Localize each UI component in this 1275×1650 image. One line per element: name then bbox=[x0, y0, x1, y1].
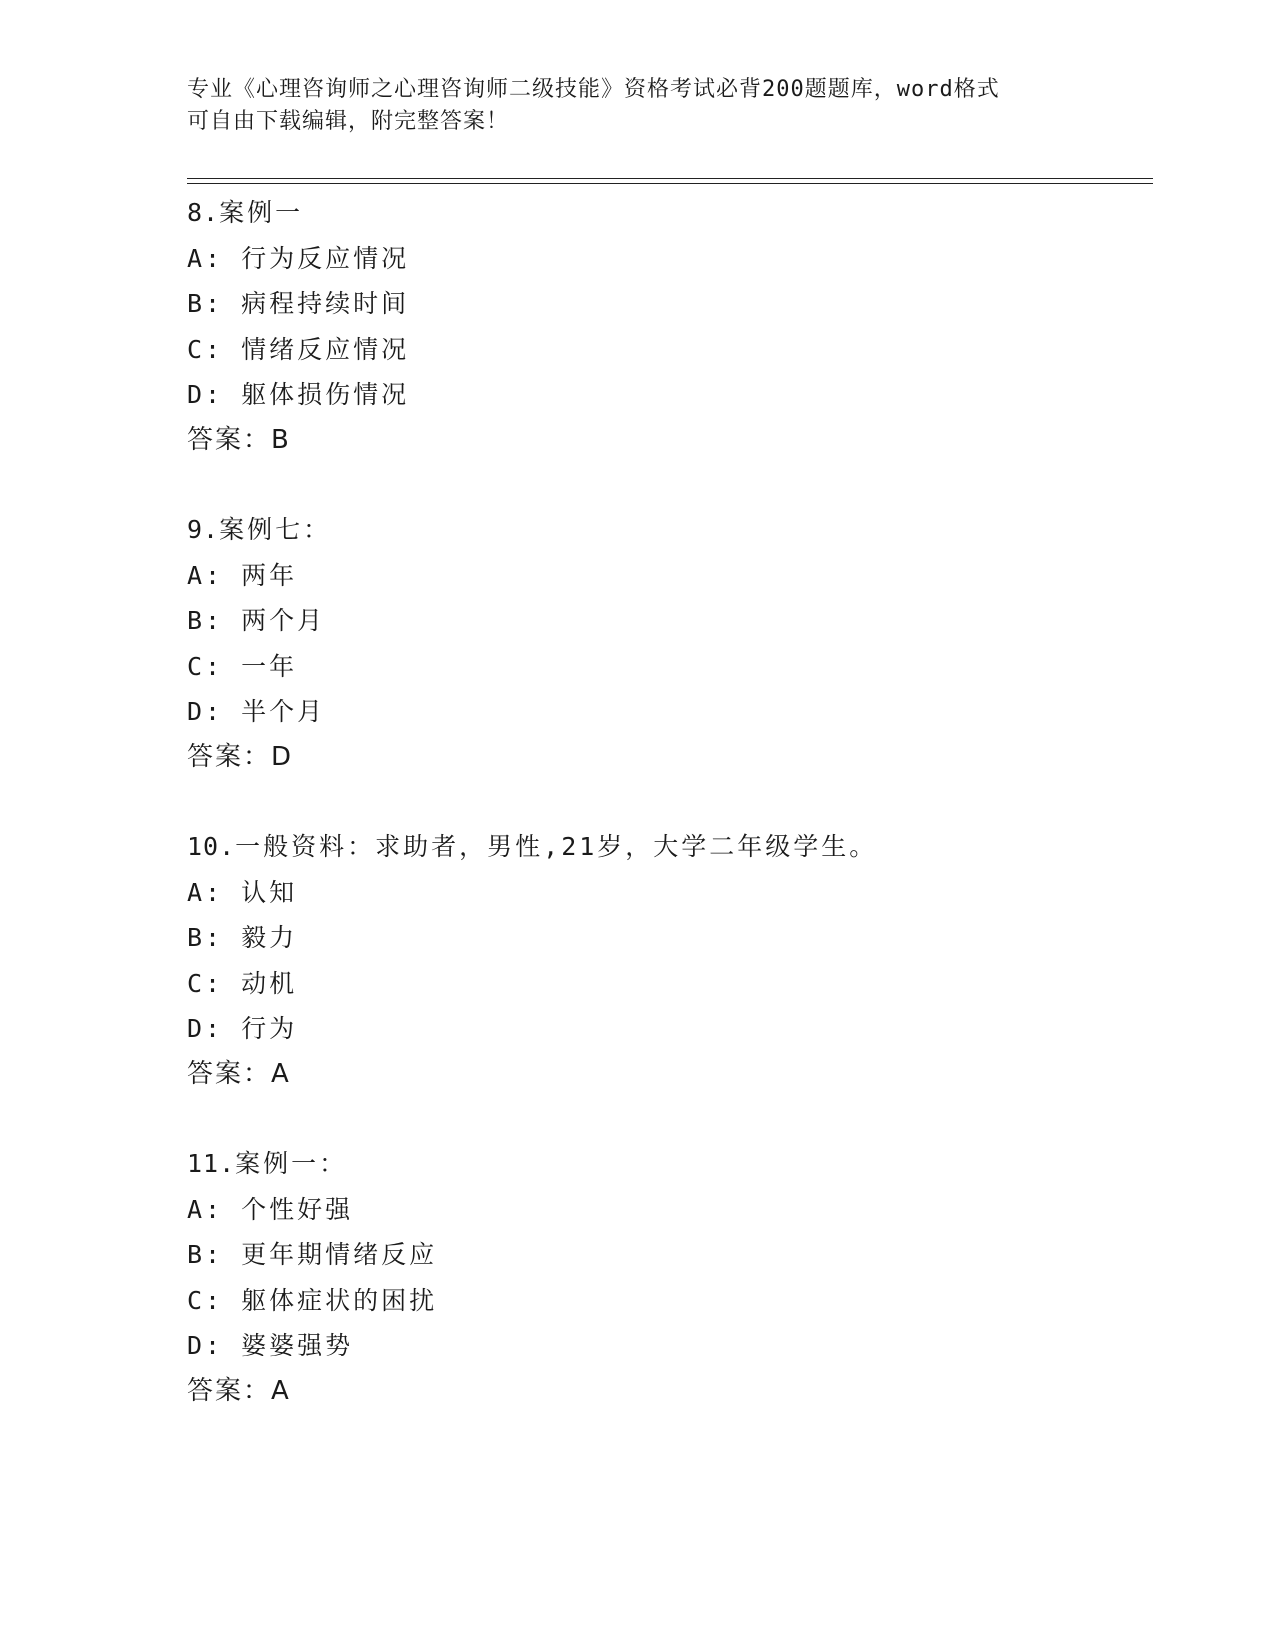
option-c bbox=[187, 644, 1137, 690]
option-d bbox=[187, 1323, 1137, 1369]
question-list bbox=[187, 190, 1137, 1458]
option-c bbox=[187, 1278, 1137, 1324]
option-letter: C: bbox=[187, 968, 224, 998]
option-text: 半个月 bbox=[241, 697, 326, 726]
option-text: 毅力 bbox=[241, 923, 298, 952]
option-text: 认知 bbox=[241, 877, 298, 907]
answer-label: 答案： bbox=[187, 741, 272, 772]
option-letter: C: bbox=[187, 651, 224, 681]
option-letter: C: bbox=[187, 334, 224, 364]
option-a bbox=[187, 553, 1137, 599]
option-d bbox=[187, 689, 1137, 735]
option-b bbox=[187, 915, 1137, 961]
answer-line bbox=[187, 735, 1137, 781]
header-divider-bottom bbox=[187, 183, 1153, 184]
question-11 bbox=[187, 1141, 1137, 1414]
option-text: 躯体损伤情况 bbox=[241, 380, 410, 409]
header-line-2: 可自由下载编辑，附完整答案！ bbox=[187, 109, 510, 134]
question-8 bbox=[187, 190, 1137, 463]
option-letter: B: bbox=[187, 289, 224, 318]
option-a bbox=[187, 1187, 1137, 1233]
option-text: 婆婆强势 bbox=[241, 1331, 354, 1360]
answer-label: 答案： bbox=[187, 1375, 272, 1406]
option-a bbox=[187, 870, 1137, 916]
answer-line bbox=[187, 1369, 1137, 1415]
question-stem bbox=[187, 1141, 1137, 1187]
option-letter: C: bbox=[187, 1285, 224, 1315]
option-text: 个性好强 bbox=[241, 1194, 354, 1224]
option-letter: D: bbox=[187, 1014, 224, 1043]
question-text: 一般资料：求助者，男性,21岁，大学二年级学生。 bbox=[235, 832, 878, 861]
option-c bbox=[187, 327, 1137, 373]
option-text: 病程持续时间 bbox=[241, 289, 410, 318]
option-letter: A: bbox=[187, 877, 224, 907]
question-text: 案例一： bbox=[235, 1149, 348, 1178]
option-d bbox=[187, 1006, 1137, 1052]
question-number: 10. bbox=[187, 832, 236, 861]
question-number: 8. bbox=[187, 198, 220, 227]
option-text: 躯体症状的困扰 bbox=[241, 1285, 438, 1315]
answer-label: 答案： bbox=[187, 1058, 272, 1089]
question-text: 案例七： bbox=[219, 515, 332, 544]
option-letter: D: bbox=[187, 697, 224, 726]
option-letter: B: bbox=[187, 923, 224, 952]
answer-line bbox=[187, 418, 1137, 464]
question-number: 11. bbox=[187, 1149, 236, 1178]
option-d bbox=[187, 372, 1137, 418]
answer-value: A bbox=[271, 1058, 291, 1089]
question-number: 9. bbox=[187, 515, 220, 544]
option-text: 行为反应情况 bbox=[241, 243, 410, 273]
option-text: 行为 bbox=[241, 1014, 298, 1043]
answer-value: B bbox=[271, 424, 291, 455]
option-c bbox=[187, 961, 1137, 1007]
document-header bbox=[187, 74, 1087, 138]
question-stem bbox=[187, 507, 1137, 553]
option-text: 两个月 bbox=[241, 606, 326, 635]
answer-line bbox=[187, 1052, 1137, 1098]
option-letter: D: bbox=[187, 1331, 224, 1360]
option-letter: A: bbox=[187, 1194, 224, 1224]
question-stem bbox=[187, 824, 1137, 870]
question-10 bbox=[187, 824, 1137, 1097]
option-text: 情绪反应情况 bbox=[241, 334, 410, 364]
answer-label: 答案： bbox=[187, 424, 272, 455]
option-letter: D: bbox=[187, 380, 224, 409]
answer-value: A bbox=[271, 1375, 291, 1406]
option-b bbox=[187, 281, 1137, 327]
option-a bbox=[187, 236, 1137, 282]
option-b bbox=[187, 1232, 1137, 1278]
option-text: 两年 bbox=[241, 560, 298, 590]
question-text: 案例一 bbox=[219, 198, 304, 227]
answer-value: D bbox=[271, 741, 294, 772]
option-text: 更年期情绪反应 bbox=[241, 1240, 438, 1269]
option-text: 动机 bbox=[241, 968, 298, 998]
option-letter: A: bbox=[187, 243, 224, 273]
option-text: 一年 bbox=[241, 651, 298, 681]
question-9 bbox=[187, 507, 1137, 780]
question-stem bbox=[187, 190, 1137, 236]
option-letter: A: bbox=[187, 560, 224, 590]
header-line-1: 专业《心理咨询师之心理咨询师二级技能》资格考试必背200题题库，word格式 bbox=[187, 77, 1000, 102]
option-letter: B: bbox=[187, 606, 224, 635]
header-divider-top bbox=[187, 178, 1153, 179]
option-b bbox=[187, 598, 1137, 644]
option-letter: B: bbox=[187, 1240, 224, 1269]
